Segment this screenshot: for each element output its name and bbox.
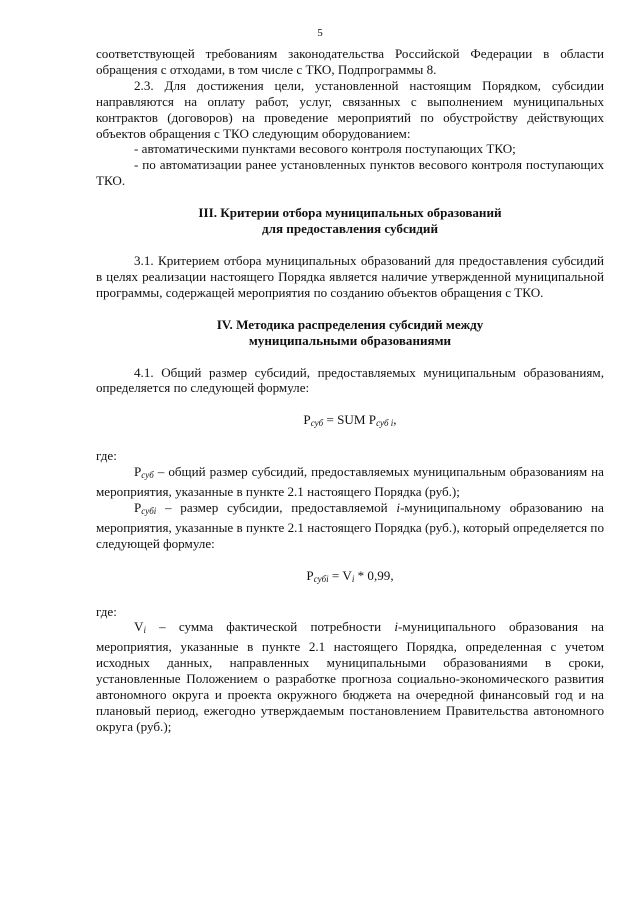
page-content <box>96 46 604 735</box>
section-4-heading-line-2: муниципальными образованиями <box>248 332 452 348</box>
formula-1-lhs-sub: суб <box>310 418 324 429</box>
definition-psub-text: – общий размер субсидий, предоставляемых муниципальным образованиям на мероприятия, указанные в пункте 2.1 настоящего Порядка (руб.); <box>96 464 604 500</box>
formula-2-lhs: P <box>306 567 314 583</box>
formula-2-tail: * 0,99, <box>354 567 394 583</box>
definition-psubi-sub: субi <box>141 505 157 516</box>
definition-vi-symbol: V <box>134 619 144 635</box>
formula-1-lhs: P <box>303 412 311 428</box>
where-label-1: где: <box>96 448 117 464</box>
definition-vi-text-2: -муниципального образования на мероприятия, указанные в пункте 2.1 настоящего Порядка, определенная с учетом исходных данных, направленных муниципальными образованиями в сроки, установленные Положением о разработке прогноза социально-экономического развития автономного округа и проекта окружного бюджета на очередной финансовый год и на плановый период, ежегодно утверждаемым постановлением Правительства автономного округа (руб.); <box>96 619 604 734</box>
definition-psubi-i: i <box>396 499 401 515</box>
paragraph-2-3: 2.3. Для достижения цели, установленной настоящим Порядком, субсидии направляются на оплату работ, услуг, связанных с выполнением муниципальных контрактов (договоров) на проведение мероприятий по обустройству действующих объектов обращения с ТКО следующим оборудованием: <box>96 77 604 141</box>
section-4-heading-line-1: IV. Методика распределения субсидий между <box>216 316 484 332</box>
where-label-2: где: <box>96 603 117 619</box>
formula-2-lhs-sub: субi <box>313 573 329 584</box>
formula-2-middle: = V <box>328 567 352 583</box>
paragraph-3-1: 3.1. Критерием отбора муниципальных образований для предоставления субсидий в целях реализации настоящего Порядка является наличие утвержденной муниципальной программы, содержащей мероприятия по созданию объектов обращения с ТКО. <box>96 252 604 300</box>
section-3-heading-line-1: III. Критерии отбора муниципальных образований <box>198 205 502 221</box>
formula-1-tail: , <box>393 412 397 428</box>
page-number: 5 <box>317 27 323 39</box>
formula-2-v-sub: i <box>351 573 355 584</box>
bullet-item-1: - автоматическими пунктами весового контроля поступающих ТКО; <box>134 141 516 157</box>
section-3-heading-line-2: для предоставления субсидий <box>261 221 439 237</box>
definition-psub-symbol: P <box>134 464 142 480</box>
definition-vi <box>96 619 604 734</box>
paragraph-4-1: 4.1. Общий размер субсидий, предоставляемых муниципальным образованиям, определяется по следующей формуле: <box>96 364 604 396</box>
section-3-heading <box>96 205 604 237</box>
formula-subsidy-i <box>96 568 604 588</box>
formula-total-subsidy <box>96 412 604 432</box>
definition-psubi-text-1: – размер субсидии, предоставляемой <box>156 499 397 515</box>
formula-1-middle: = SUM P <box>323 412 377 428</box>
bullet-item-2: - по автоматизации ранее установленных пунктов весового контроля поступающих ТКО. <box>96 157 604 189</box>
section-4-heading <box>96 317 604 349</box>
definition-vi-text-1: – сумма фактической потребности <box>145 619 395 635</box>
formula-1-rhs-sub: суб i <box>376 418 394 429</box>
definition-psubi <box>96 500 604 552</box>
definition-psub <box>96 464 604 500</box>
definition-psub-sub: суб <box>141 470 154 481</box>
definition-psubi-text-2: -муниципальному образованию на мероприятия, указанные в пункте 2.1 настоящего Порядка (руб.), который определяется по следующей формуле: <box>96 499 604 551</box>
paragraph-intro: соответствующей требованиям законодательства Российской Федерации в области обращения с отходами, в том числе с ТКО, Подпрограммы 8. <box>96 46 604 77</box>
definition-psubi-symbol: P <box>134 499 142 515</box>
definition-vi-i: i <box>394 619 398 635</box>
definition-vi-sub: i <box>143 625 146 636</box>
